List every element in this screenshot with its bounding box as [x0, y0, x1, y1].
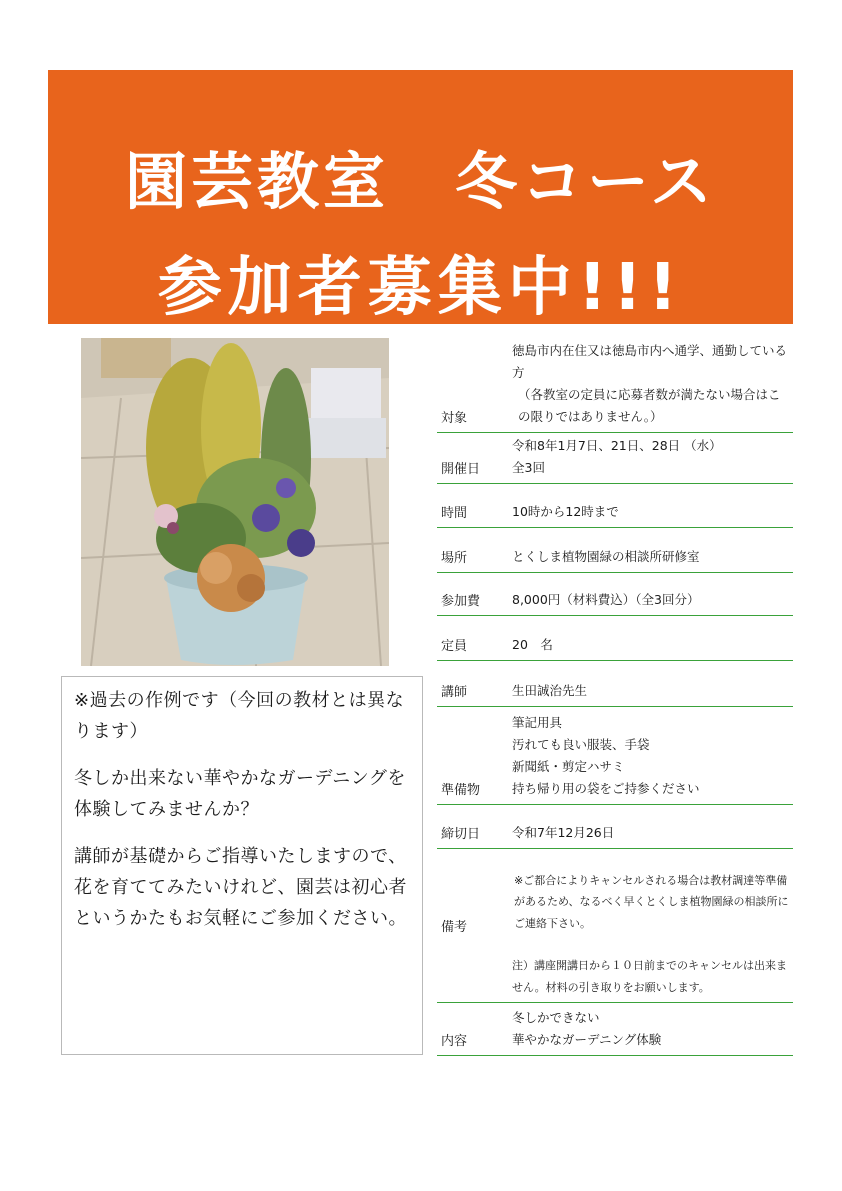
row-label: 参加費: [441, 594, 481, 609]
row-label: 内容: [441, 1034, 468, 1049]
row-value: [512, 712, 791, 800]
banner-subtitle: 参加者募集中!!!: [157, 251, 684, 325]
note-invitation: 冬しか出来ない華やかなガーデニングを体験してみませんか？: [74, 768, 406, 820]
row-value: 令和8年1月7日、21日、28日 （水） 全3回: [512, 438, 722, 475]
banner-title: 園芸教室 冬コース: [125, 145, 716, 218]
row-remarks: [437, 849, 793, 1003]
row-label: 対象: [441, 411, 468, 426]
list-item: 持ち帰り用の袋をご持参ください: [512, 781, 700, 796]
row-fee: [437, 573, 793, 616]
row-value: 20 名: [512, 637, 553, 652]
row-label: 締切日: [441, 827, 481, 842]
row-value: 10時から12時まで: [512, 504, 619, 519]
row-instructor: [437, 661, 793, 707]
row-value: 8,000円（材料費込）（全3回分）: [512, 592, 700, 607]
row-label: 時間: [441, 506, 468, 521]
row-time: [437, 484, 793, 528]
row-value: 冬しかできない 華やかなガーデニング体験: [512, 1010, 662, 1047]
list-item: 新聞紙・剪定ハサミ: [512, 759, 625, 774]
row-label: 講師: [441, 685, 468, 700]
title-banner: [48, 70, 793, 324]
note-sample-caption: ※過去の作例です（今回の教材とは異なります）: [74, 690, 405, 742]
row-label: 場所: [441, 551, 468, 566]
row-value: 令和7年12月26日: [512, 825, 615, 840]
list-item: 汚れても良い服装、手袋: [512, 737, 650, 752]
row-label: 備考: [441, 920, 468, 935]
row-value: とくしま植物園緑の相談所研修室: [512, 549, 700, 564]
row-value: 生田誠治先生: [512, 683, 588, 698]
note-beginner-welcome: 講師が基礎からご指導いたしますので、花を育ててみたいけれど、園芸は初心者というかたもお気軽にご参加ください。: [74, 846, 407, 929]
row-content: [437, 1003, 793, 1056]
flower-arrangement-photo: [81, 338, 389, 666]
row-dates: [437, 433, 793, 484]
row-value: 徳島市内在住又は徳島市内へ通学、通勤している方 （各教室の定員に応募者数が満たない場合はこの限りではありません。）: [512, 343, 788, 424]
course-details-table: [437, 336, 793, 1056]
row-label: 準備物: [441, 783, 481, 798]
row-deadline: [437, 805, 793, 849]
description-box: [61, 676, 423, 1055]
row-value: ※ご都合によりキャンセルされる場合は教材調達等準備があるため、なるべく早くとくしま植物園緑の相談所にご連絡下さい。 注）講座開講日から１０日前までのキャンセルは出来ません。材料の引き取りをお願いします。: [512, 873, 789, 994]
row-target: [437, 336, 793, 433]
row-label: 開催日: [441, 462, 481, 477]
row-belongings: [437, 707, 793, 805]
row-label: 定員: [441, 639, 468, 654]
row-capacity: [437, 616, 793, 661]
row-place: [437, 528, 793, 573]
list-item: 筆記用具: [512, 715, 563, 730]
